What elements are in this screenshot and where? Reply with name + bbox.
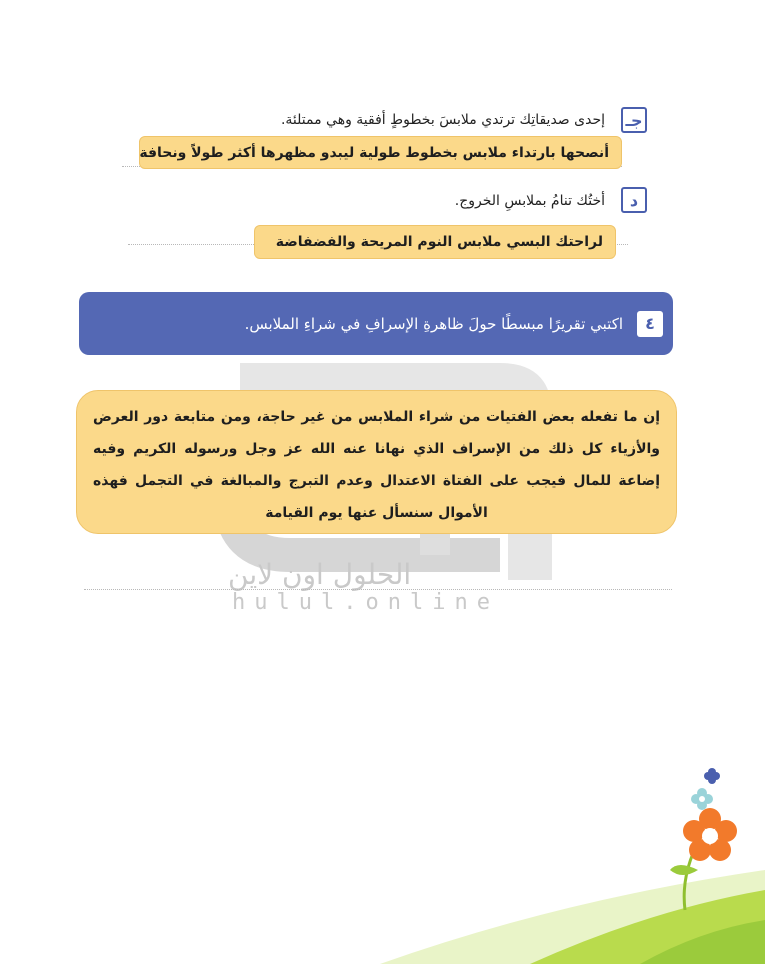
question-badge-dal: د [621,187,647,213]
writing-line [84,589,672,590]
task-instruction: اكتبي تقريرًا مبسطًا حولَ ظاهرةِ الإسرافِ في شراءِ الملابس. [244,314,623,333]
flower-icon [680,805,740,865]
watermark-latin: hulul.online [232,590,499,615]
small-flower-icon [691,788,713,810]
report-answer-box [76,390,677,534]
question-text-dal: أختُك تنامُ بملابسِ الخروج. [454,193,605,209]
tiny-flower-icon [704,768,720,784]
task-number-badge: ٤ [637,311,663,337]
question-text-jeem: إحدى صديقاتِك ترتدي ملابسَ بخطوطٍ أفقية وهي ممتلئة. [280,112,605,128]
task-banner [79,292,673,355]
question-badge-jeem: جـ [621,107,647,133]
report-answer-text: إن ما تفعله بعض الفتيات من شراء الملابس من غير حاجة، ومن متابعة دور العرض والأزياء كل ذلك من الإسراف الذي نهانا عنه الله عز وجل ورسوله الكريم وفيه إضاعة للمال فيجب على الفتاة الاعتدال وعدم التبرج والمبالغة في التجمل فهذه الأموال سنسأل عنها يوم القيامة [93,409,660,521]
answer-box-dal: لراحتك البسي ملابس النوم المريحة والفضفاضة [254,225,616,259]
answer-box-jeem: أنصحها بارتداء ملابس بخطوط طولية ليبدو مظهرها أكثر طولاً ونحافة [139,136,622,169]
watermark-arabic: الحلول اون لاين [228,558,412,591]
